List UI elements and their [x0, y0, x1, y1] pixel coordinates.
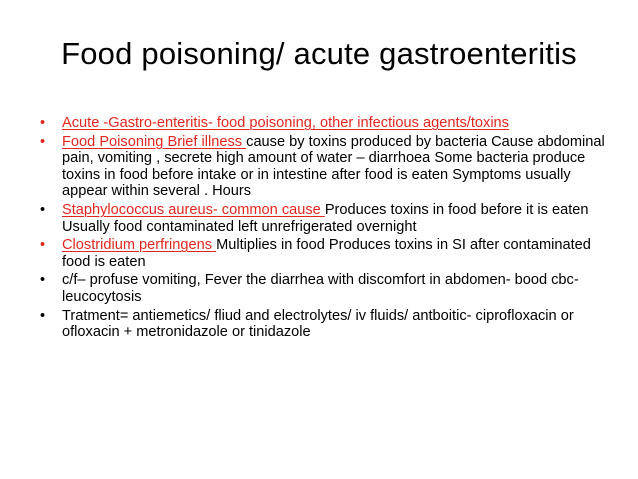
bullet-item [40, 202, 610, 235]
bullet-text: Multiplies in food Produces toxins in SI after contaminated food is eaten [62, 237, 591, 270]
bullet-text: cause by toxins produced by bacteria Cause abdominal pain, vomiting , secrete high amount of water – diarrhoea Some bacteria produce toxins in food before intake or in intestine after food is eaten Symptoms usually appear within several . Hours [62, 133, 605, 200]
bullet-highlight: Food Poisoning Brief illness [62, 133, 247, 150]
bullet-highlight: Clostridium perfringens [62, 237, 217, 254]
bullet-text: Tratment= antiemetics/ fliud and electrolytes/ iv fluids/ antboitic- ciprofloxacin or ofloxacin + metronidazole or tinidazole [62, 307, 574, 341]
slide-title: Food poisoning/ acute gastroenteritis [61, 36, 577, 71]
bullet-item [40, 237, 610, 270]
bullet-dot: • [40, 201, 46, 218]
bullet-item [40, 308, 610, 341]
bullet-dot: • [40, 133, 46, 150]
bullet-dot: • [40, 272, 46, 289]
bullet-item [40, 272, 610, 305]
bullet-highlight: Staphylococcus aureus- common cause [62, 201, 325, 218]
bullet-highlight: Acute -Gastro-enteritis- food poisoning, other infectious agents/toxins [62, 115, 509, 131]
bullet-text: c/f– profuse vomiting, Fever the diarrhea with discomfort in abdomen- bood cbc- leucocytosis [62, 272, 579, 305]
bullet-list [40, 115, 610, 343]
bullet-dot: • [40, 307, 46, 324]
bullet-dot: • [40, 237, 46, 254]
bullet-item [40, 134, 610, 200]
bullet-dot: • [40, 115, 46, 131]
bullet-text: Produces toxins in food before it is eaten Usually food contaminated left unrefrigerated overnight [62, 201, 589, 235]
bullet-item [40, 115, 610, 132]
